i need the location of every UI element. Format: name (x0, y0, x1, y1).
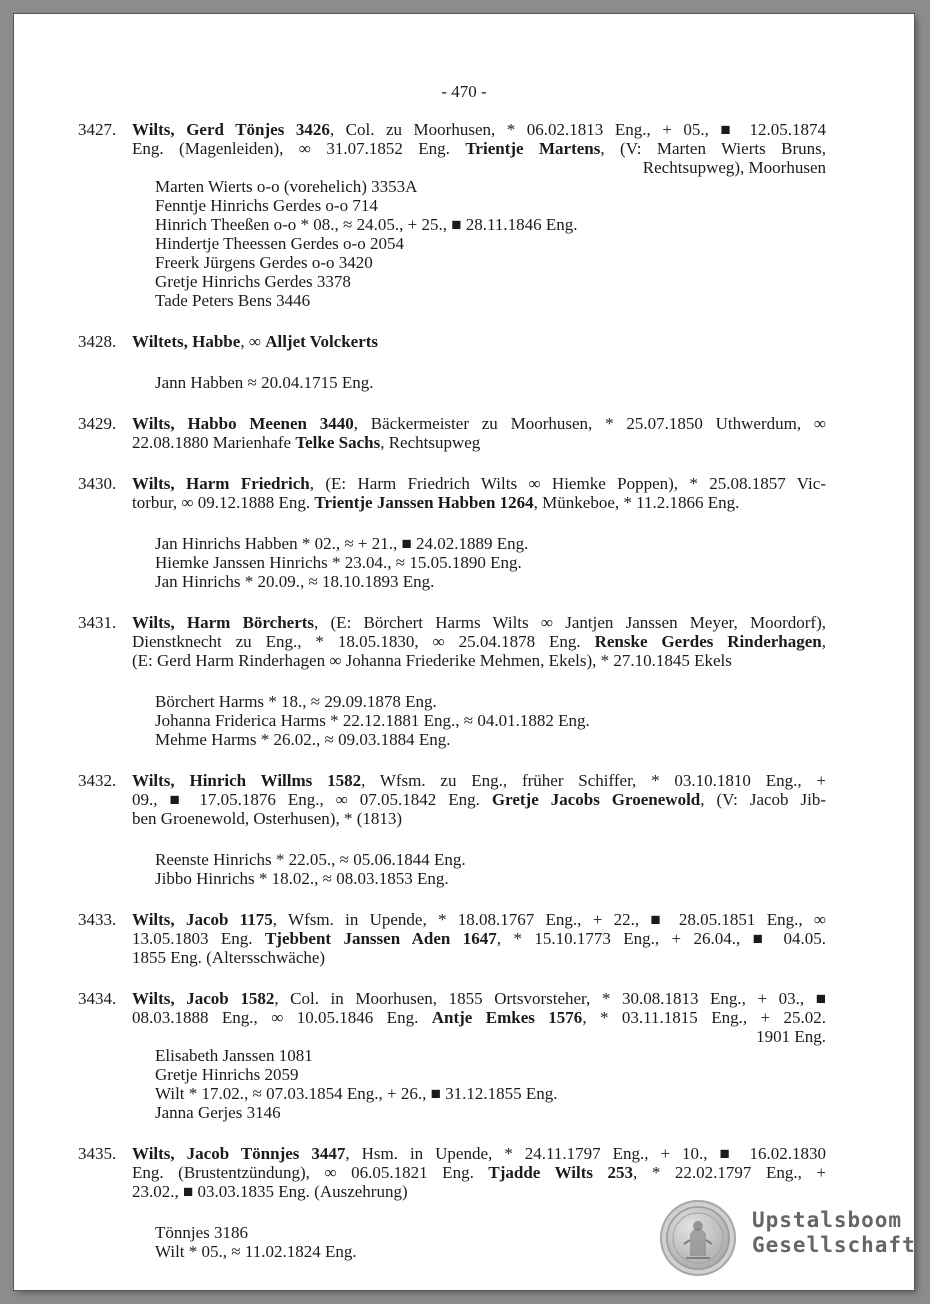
entry-number: 3431. (78, 613, 117, 632)
entry-line: Wilts, Hinrich Willms 1582, Wfsm. zu Eng., früher Schiffer, * 03.10.1810 Eng., + (132, 771, 826, 790)
entry-line: torbur, ∞ 09.12.1888 Eng. Trientje Janssen Habben 1264, Münkeboe, * 11.2.1866 Eng. (132, 493, 740, 512)
society-name-line1: Upstalsboom (752, 1208, 903, 1232)
children-list (155, 373, 914, 392)
entry-text (132, 910, 826, 967)
entry-line: Wilts, Gerd Tönjes 3426, Col. zu Moorhusen, * 06.02.1813 Eng., + 05., ■ 12.05.1874 (132, 120, 826, 139)
entry-3431 (14, 613, 914, 749)
entry-3429 (14, 414, 914, 452)
entry-line: (E: Gerd Harm Rinderhagen ∞ Johanna Friederike Mehmen, Ekels), * 27.10.1845 Ekels (132, 651, 732, 670)
entry-line: 08.03.1888 Eng., ∞ 10.05.1846 Eng. Antje Emkes 1576, * 03.11.1815 Eng., + 25.02. (132, 1008, 827, 1027)
children-list (155, 850, 914, 888)
society-name (752, 1208, 916, 1258)
entry-line: 13.05.1803 Eng. Tjebbent Janssen Aden 1647, * 15.10.1773 Eng., + 26.04., ■ 04.05. (132, 929, 826, 948)
children-list (155, 1046, 914, 1122)
entry-line: 23.02., ■ 03.03.1835 Eng. (Auszehrung) (132, 1182, 408, 1201)
entry-text (132, 332, 826, 351)
entry-text (132, 120, 826, 177)
entry-number: 3435. (78, 1144, 117, 1163)
child-item: Gretje Hinrichs 2059 (155, 1065, 299, 1084)
child-item: Wilt * 17.02., ≈ 07.03.1854 Eng., + 26., ■ 31.12.1855 Eng. (155, 1084, 558, 1103)
child-item: Wilt * 05., ≈ 11.02.1824 Eng. (155, 1242, 357, 1261)
entry-line: Wilts, Habbo Meenen 3440, Bäckermeister zu Moorhusen, * 25.07.1850 Uthwerdum, ∞ (132, 414, 827, 433)
child-item: Mehme Harms * 26.02., ≈ 09.03.1884 Eng. (155, 730, 451, 749)
entry-line: 1901 Eng. (756, 1027, 826, 1046)
seal-icon (660, 1200, 736, 1276)
child-item: Jan Hinrichs * 20.09., ≈ 18.10.1893 Eng. (155, 572, 435, 591)
document-page (14, 14, 914, 1290)
entry-line: 1855 Eng. (Altersschwäche) (132, 948, 326, 967)
child-item: Jann Habben ≈ 20.04.1715 Eng. (155, 373, 374, 392)
entry-line: Eng. (Brustentzündung), ∞ 06.05.1821 Eng. Tjadde Wilts 253, * 22.02.1797 Eng., + (132, 1163, 826, 1182)
child-item: Jibbo Hinrichs * 18.02., ≈ 08.03.1853 Eng. (155, 869, 449, 888)
children-list (155, 177, 914, 310)
society-name-line2: Gesellschaft (752, 1233, 916, 1257)
child-item: Hinrich Theeßen o-o * 08., ≈ 24.05., + 25., ■ 28.11.1846 Eng. (155, 215, 578, 234)
entry-number: 3429. (78, 414, 117, 433)
children-list (155, 692, 914, 749)
child-item: Hindertje Theessen Gerdes o-o 2054 (155, 234, 404, 253)
child-item: Tönnjes 3186 (155, 1223, 249, 1242)
entry-number: 3428. (78, 332, 117, 351)
entry-number: 3433. (78, 910, 117, 929)
genealogy-entries (14, 120, 914, 1261)
entry-number: 3432. (78, 771, 117, 790)
entry-3434 (14, 989, 914, 1122)
society-logo (660, 1200, 916, 1280)
entry-number: 3430. (78, 474, 117, 493)
entry-text (132, 414, 826, 452)
entry-text (132, 474, 826, 512)
children-list (155, 534, 914, 591)
entry-3433 (14, 910, 914, 967)
entry-number: 3427. (78, 120, 117, 139)
entry-line: Wilts, Jacob 1582, Col. in Moorhusen, 1855 Ortsvorsteher, * 30.08.1813 Eng., + 03., ■ (132, 989, 826, 1008)
child-item: Reenste Hinrichs * 22.05., ≈ 05.06.1844 Eng. (155, 850, 466, 869)
child-item: Gretje Hinrichs Gerdes 3378 (155, 272, 351, 291)
entry-line: Rechtsupweg), Moorhusen (642, 158, 826, 177)
entry-line: Wilts, Harm Börcherts, (E: Börchert Harms Wilts ∞ Jantjen Janssen Meyer, Moordorf), (132, 613, 826, 632)
entry-3432 (14, 771, 914, 888)
entry-text (132, 989, 826, 1046)
entry-line: Dienstknecht zu Eng., * 18.05.1830, ∞ 25.04.1878 Eng. Renske Gerdes Rinderhagen, (132, 632, 826, 651)
child-item: Tade Peters Bens 3446 (155, 291, 311, 310)
entry-text (132, 613, 826, 670)
child-item: Marten Wierts o-o (vorehelich) 3353A (155, 177, 418, 196)
entry-3427 (14, 120, 914, 310)
entry-line: Wilts, Jacob Tönnjes 3447, Hsm. in Upende, * 24.11.1797 Eng., + 10., ■ 16.02.1830 (132, 1144, 826, 1163)
child-item: Freerk Jürgens Gerdes o-o 3420 (155, 253, 373, 272)
entry-line: Wilts, Harm Friedrich, (E: Harm Friedrich Wilts ∞ Hiemke Poppen), * 25.08.1857 Vic- (132, 474, 826, 493)
entry-line: Eng. (Magenleiden), ∞ 31.07.1852 Eng. Trientje Martens, (V: Marten Wierts Bruns, (132, 139, 826, 158)
entry-line: 22.08.1880 Marienhafe Telke Sachs, Rechtsupweg (132, 433, 481, 452)
child-item: Hiemke Janssen Hinrichs * 23.04., ≈ 15.05.1890 Eng. (155, 553, 522, 572)
entry-line: Wiltets, Habbe, ∞ Alljet Volckerts (132, 332, 379, 351)
child-item: Janna Gerjes 3146 (155, 1103, 281, 1122)
entry-line: ben Groenewold, Osterhusen), * (1813) (132, 809, 403, 828)
page-number: - 470 - (441, 82, 487, 101)
child-item: Jan Hinrichs Habben * 02., ≈ + 21., ■ 24.02.1889 Eng. (155, 534, 529, 553)
entry-text (132, 771, 826, 828)
entry-line: Wilts, Jacob 1175, Wfsm. in Upende, * 18.08.1767 Eng., + 22., ■ 28.05.1851 Eng., ∞ (132, 910, 826, 929)
child-item: Fenntje Hinrichs Gerdes o-o 714 (155, 196, 378, 215)
child-item: Börchert Harms * 18., ≈ 29.09.1878 Eng. (155, 692, 437, 711)
child-item: Johanna Friderica Harms * 22.12.1881 Eng., ≈ 04.01.1882 Eng. (155, 711, 590, 730)
entry-number: 3434. (78, 989, 117, 1008)
child-item: Elisabeth Janssen 1081 (155, 1046, 313, 1065)
entry-line: 09., ■ 17.05.1876 Eng., ∞ 07.05.1842 Eng. Gretje Jacobs Groenewold, (V: Jacob Jib- (132, 790, 827, 809)
entry-text (132, 1144, 826, 1201)
entry-3428 (14, 332, 914, 392)
entry-3430 (14, 474, 914, 591)
